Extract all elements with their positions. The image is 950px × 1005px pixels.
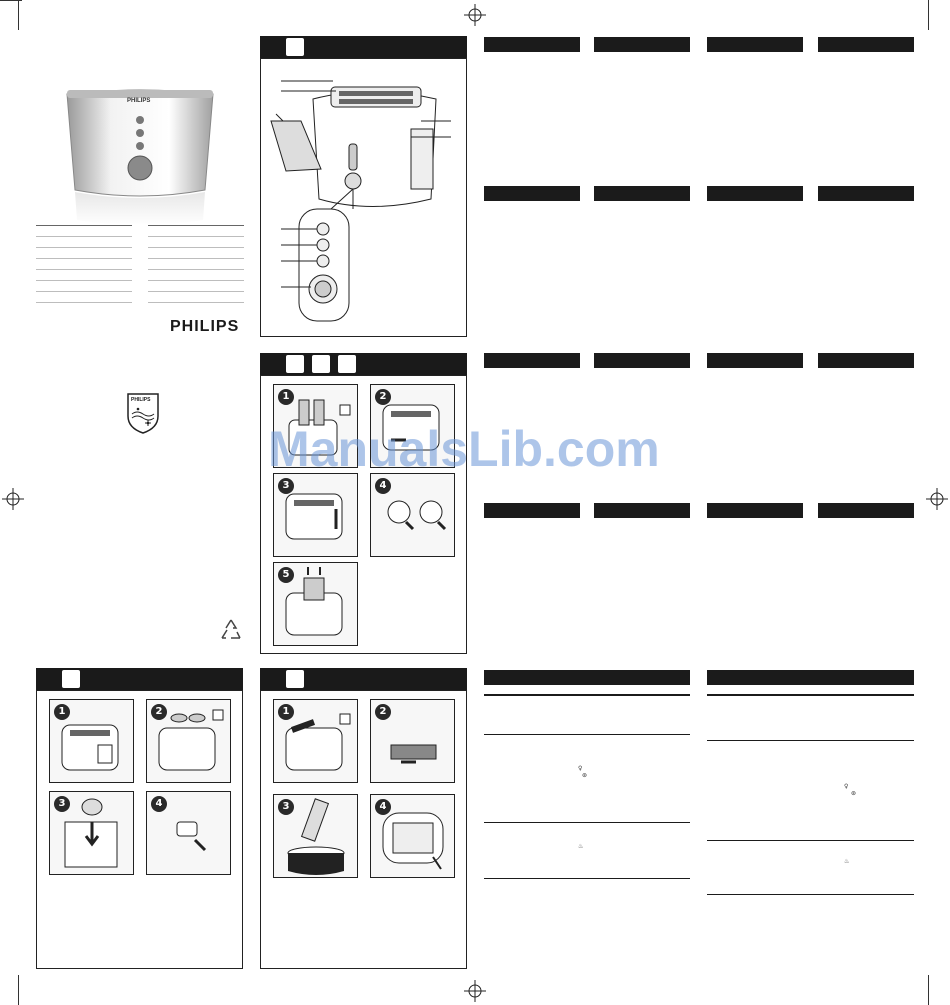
watermark: ManualsLib.com	[268, 421, 660, 477]
cleaning-header	[260, 668, 467, 690]
registration-mark-right	[926, 488, 948, 510]
tap-icon	[286, 670, 304, 688]
bun-warmer-header	[36, 668, 243, 690]
bun-warmer-step-3: 3	[49, 791, 134, 875]
usage-panel	[260, 375, 467, 654]
cleaning-step-2: 2	[370, 699, 455, 783]
language-list	[36, 225, 244, 305]
crop-mark	[928, 0, 929, 30]
recycle-icon	[218, 618, 244, 642]
bun-warmer-icon	[62, 670, 80, 688]
philips-shield-logo	[126, 392, 160, 434]
toaster-photo	[55, 80, 225, 230]
usage-step-4: 4	[370, 473, 455, 557]
usage-step-1: 1	[273, 384, 358, 468]
cleaning-step-4: 4	[370, 794, 455, 878]
registration-mark-left	[2, 488, 24, 510]
bun-warmer-step-2: 2	[146, 699, 231, 783]
reheat-icon	[312, 355, 330, 373]
cleaning-step-1: 1	[273, 699, 358, 783]
defrost-icon	[338, 355, 356, 373]
shield-brand: PHILIPS	[131, 397, 151, 403]
bread-icon	[286, 355, 304, 373]
cleaning-step-3: 3	[273, 794, 358, 878]
toaster-diagram	[261, 59, 466, 336]
cleaning-panel	[260, 690, 467, 969]
registration-mark-top	[464, 4, 486, 26]
toaster-brand-label: PHILIPS	[127, 98, 151, 104]
usage-header	[260, 353, 467, 375]
usage-step-2: 2	[370, 384, 455, 468]
crop-mark	[928, 975, 929, 1005]
usage-step-3: 3	[273, 473, 358, 557]
philips-logo: PHILIPS	[170, 318, 240, 335]
crop-mark	[18, 0, 19, 30]
toaster-parts-icon	[286, 38, 304, 56]
usage-step-5: 5	[273, 562, 358, 646]
bun-warmer-step-1: 1	[49, 699, 134, 783]
overview-panel	[260, 58, 467, 337]
bun-warmer-panel	[36, 690, 243, 969]
registration-mark-bottom	[464, 980, 486, 1002]
bun-warmer-step-4: 4	[146, 791, 231, 875]
overview-header	[260, 36, 467, 58]
crop-mark	[18, 975, 19, 1005]
